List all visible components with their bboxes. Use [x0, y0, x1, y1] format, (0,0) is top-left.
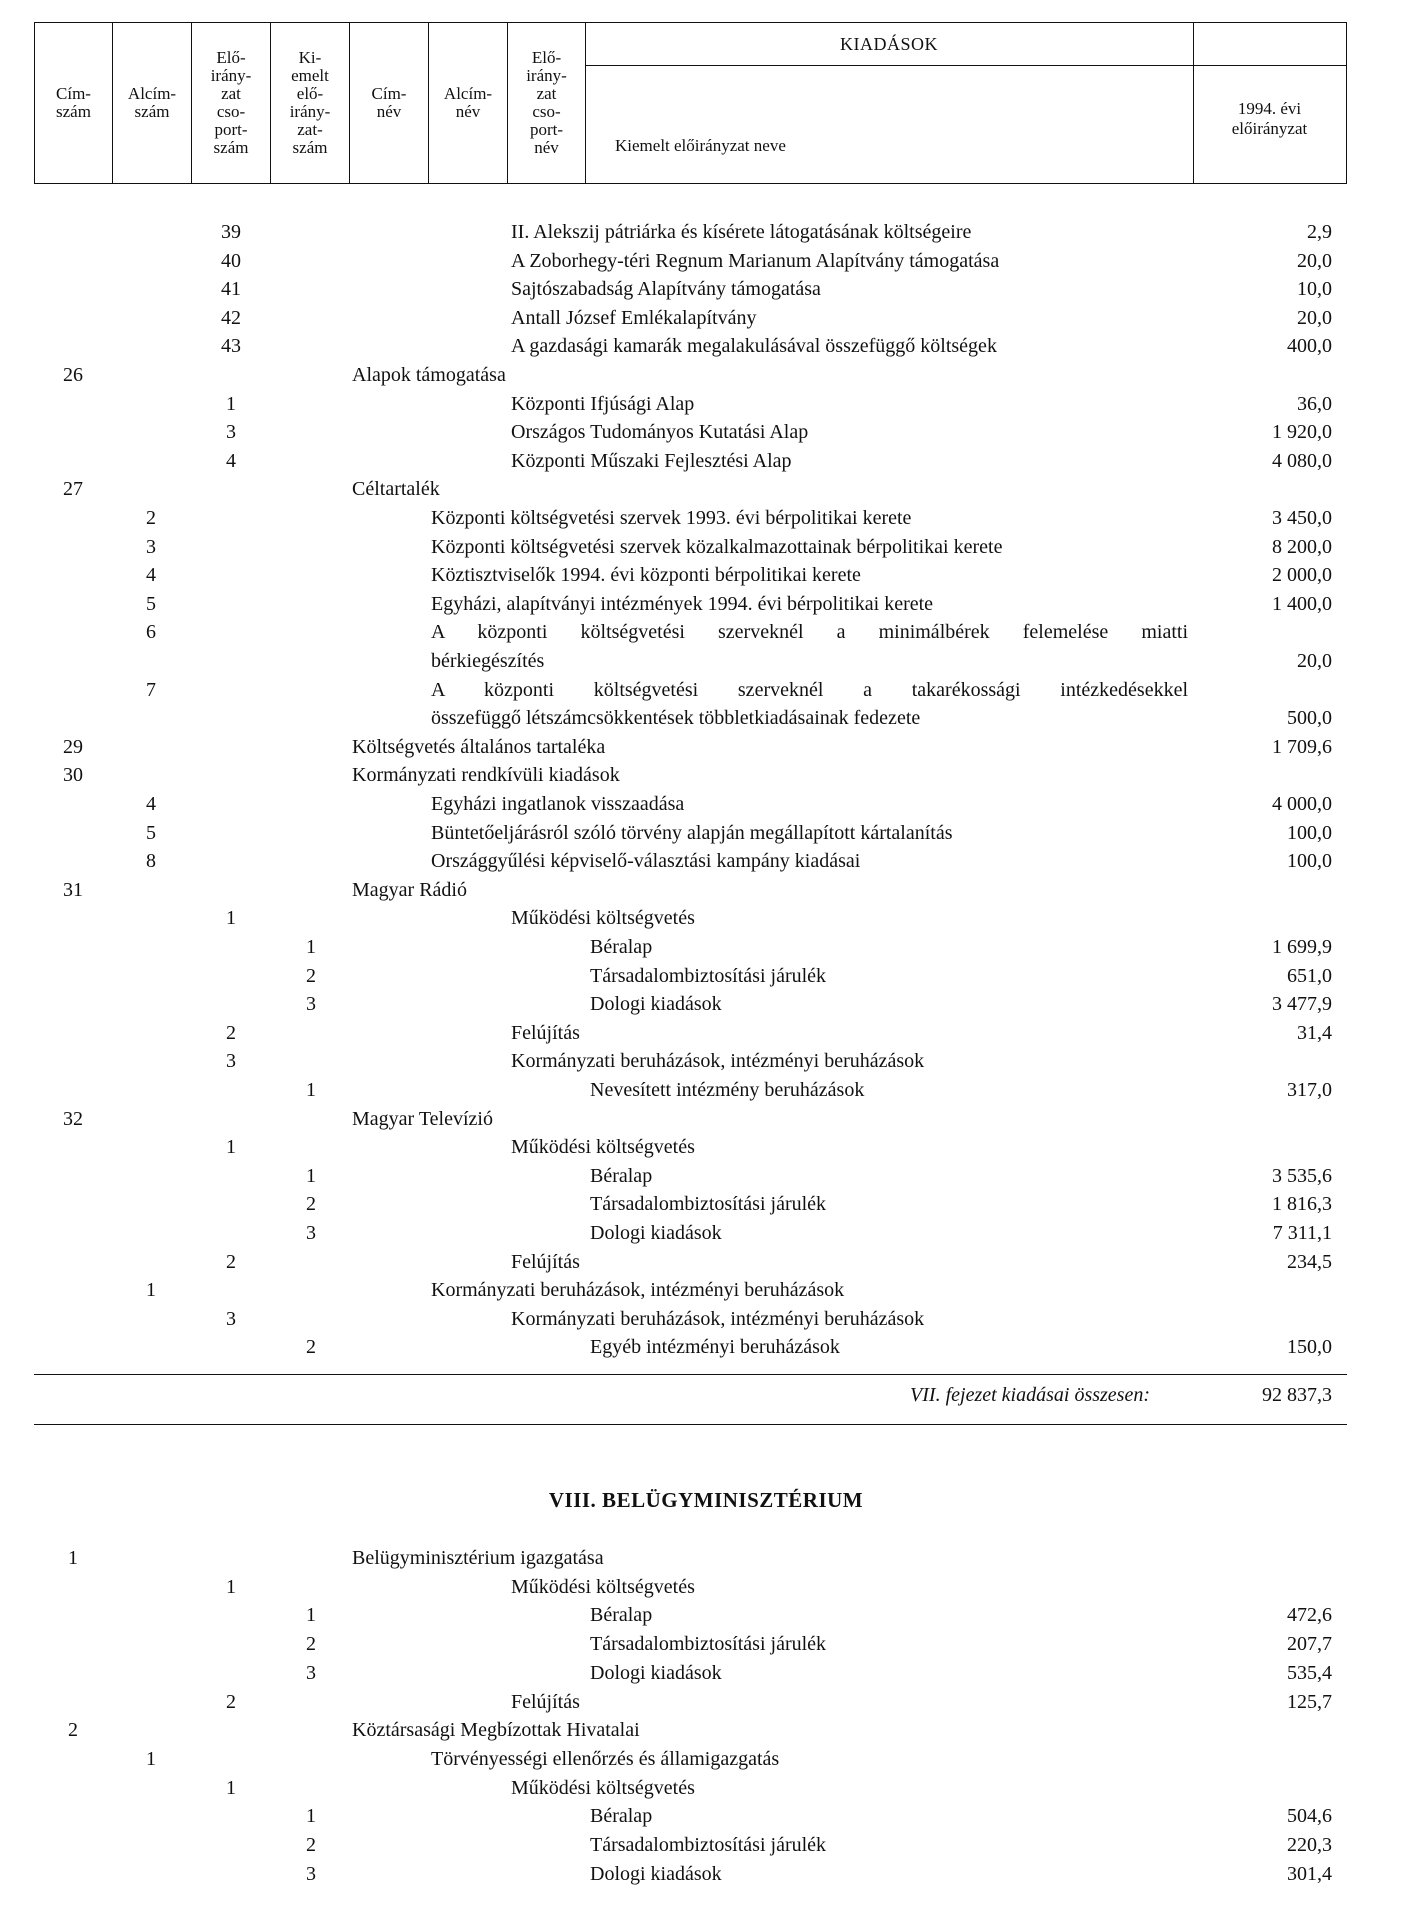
- table-row: [0, 1659, 1412, 1687]
- header-alcim-szam: Alcím- szám: [113, 23, 192, 183]
- table-row: [0, 1105, 1412, 1133]
- row-name: Egyházi, alapítványi intézmények 1994. évi bérpolitikai kerete: [431, 592, 934, 615]
- row-number: 2: [68, 1719, 78, 1742]
- table-row: [0, 275, 1412, 303]
- row-number: 1: [306, 1164, 316, 1187]
- row-name: Kormányzati beruházások, intézményi beruházások: [511, 1050, 925, 1073]
- row-name: Országos Tudományos Kutatási Alap: [511, 421, 809, 444]
- row-name: Költségvetés általános tartaléka: [352, 735, 606, 758]
- row-number: 2: [306, 1193, 316, 1216]
- table-row: [0, 304, 1412, 332]
- row-number: 3: [306, 1222, 316, 1244]
- header-eloiranyzat-csoport-nev: Elő- irány- zat cso- port- név: [508, 23, 586, 183]
- row-name: Egyházi ingatlanok visszaadása: [431, 793, 685, 815]
- row-amount: 7 311,1: [1272, 1222, 1332, 1244]
- row-amount: 3 477,9: [1272, 993, 1332, 1016]
- chapter-total-value: 92 837,3: [1262, 1384, 1332, 1406]
- row-amount: 400,0: [1287, 335, 1332, 358]
- row-amount: 125,7: [1287, 1690, 1332, 1713]
- row-number: 1: [226, 1136, 236, 1159]
- row-name: Antall József Emlékalapítvány: [511, 306, 757, 329]
- row-number: 29: [63, 735, 83, 758]
- row-name: Működési költségvetés: [511, 907, 695, 930]
- row-name: Dologi kiadások: [590, 993, 722, 1016]
- table-row: [0, 1630, 1412, 1658]
- row-amount: 100,0: [1287, 821, 1332, 844]
- row-amount: 1 920,0: [1272, 421, 1332, 444]
- row-amount: 8 200,0: [1272, 535, 1332, 558]
- row-number: 1: [226, 1575, 236, 1598]
- table-row: [0, 590, 1412, 618]
- header-cim-nev: Cím- név: [350, 23, 429, 183]
- header-alcim-nev: Alcím- név: [429, 23, 508, 183]
- table-row: [0, 876, 1412, 904]
- table-row: [0, 561, 1412, 589]
- row-number: 41: [221, 278, 241, 301]
- row-number: 3: [226, 1307, 236, 1330]
- table-row: [0, 1688, 1412, 1716]
- row-number: 2: [146, 507, 156, 529]
- table-row: [0, 1276, 1412, 1304]
- row-number: 4: [146, 564, 156, 587]
- row-name: Céltartalék: [352, 478, 440, 501]
- row-name: Magyar Televízió: [352, 1107, 493, 1130]
- row-number: 4: [226, 449, 236, 472]
- table-row: [0, 1047, 1412, 1075]
- row-amount: 4 000,0: [1272, 793, 1332, 815]
- row-name: Kormányzati rendkívüli kiadások: [352, 764, 620, 787]
- row-number: 1: [306, 1805, 316, 1828]
- row-amount: 1 400,0: [1272, 592, 1332, 615]
- row-amount: 234,5: [1287, 1250, 1332, 1273]
- table-row: [0, 1162, 1412, 1190]
- row-amount: 500,0: [1287, 707, 1332, 730]
- row-name: Társadalombiztosítási járulék: [590, 1193, 827, 1216]
- row-number: 2: [306, 964, 316, 987]
- row-number: 31: [63, 878, 83, 901]
- row-number: 30: [63, 764, 83, 787]
- row-number: 1: [306, 1079, 316, 1101]
- row-number: 1: [226, 392, 236, 415]
- table-row: [0, 1133, 1412, 1161]
- row-name: Magyar Rádió: [352, 878, 467, 901]
- table-row: [0, 733, 1412, 761]
- table-row-wrapped: [0, 676, 1412, 733]
- row-number: 1: [306, 1604, 316, 1627]
- row-amount: 535,4: [1287, 1661, 1332, 1684]
- row-name: Működési költségvetés: [511, 1776, 695, 1799]
- row-name: Dologi kiadások: [590, 1222, 722, 1244]
- row-amount: 472,6: [1287, 1604, 1332, 1627]
- section-title: VIII. BELÜGYMINISZTÉRIUM: [548, 1488, 864, 1512]
- row-number: 3: [146, 535, 156, 558]
- row-amount: 1 709,6: [1272, 735, 1332, 758]
- table-row: [0, 962, 1412, 990]
- row-number: 1: [68, 1547, 78, 1569]
- table-row: [0, 761, 1412, 789]
- row-number: 26: [63, 364, 83, 386]
- row-name: Kormányzati beruházások, intézményi beruházások: [511, 1307, 925, 1330]
- row-name: Nevesített intézmény beruházások: [590, 1079, 865, 1101]
- row-name: Béralap: [590, 1604, 653, 1627]
- row-number: 3: [226, 421, 236, 444]
- row-name: Belügyminisztérium igazgatása: [352, 1547, 604, 1569]
- row-number: 8: [146, 850, 156, 873]
- row-name: Büntetőeljárásról szóló törvény alapján megállapított kártalanítás: [431, 821, 953, 844]
- table-row: [0, 1544, 1412, 1572]
- row-name: II. Alekszij pátriárka és kísérete látogatásának költségeire: [511, 221, 972, 243]
- row-name: Központi költségvetési szervek közalkalmazottainak bérpolitikai kerete: [431, 535, 1003, 558]
- row-amount: 301,4: [1287, 1862, 1332, 1885]
- table-row: [0, 1076, 1412, 1104]
- row-number: 5: [146, 592, 156, 615]
- row-amount: 220,3: [1287, 1834, 1332, 1856]
- table-row: [0, 1333, 1412, 1361]
- table-row: [0, 1831, 1412, 1859]
- row-name: Egyéb intézményi beruházások: [590, 1336, 840, 1359]
- row-number: 39: [221, 221, 241, 243]
- table-row: [0, 1601, 1412, 1629]
- row-name: Sajtószabadság Alapítvány támogatása: [511, 278, 821, 301]
- row-number: 1: [146, 1279, 156, 1302]
- row-amount: 10,0: [1297, 278, 1332, 301]
- table-row: [0, 819, 1412, 847]
- row-number: 43: [221, 335, 241, 358]
- table-row: [0, 1019, 1412, 1047]
- row-name: Kormányzati beruházások, intézményi beruházások: [431, 1279, 845, 1302]
- table-row: [0, 418, 1412, 446]
- table-row: [0, 1248, 1412, 1276]
- row-number: 2: [306, 1834, 316, 1856]
- table-row: [0, 1745, 1412, 1773]
- table-header: [34, 22, 1347, 184]
- row-number: 1: [146, 1747, 156, 1770]
- header-eloiranyzat-csoport-szam: Elő- irány- zat cso- port- szám: [192, 23, 271, 183]
- table-row: [0, 933, 1412, 961]
- row-name: Béralap: [590, 936, 653, 958]
- table-row: [0, 847, 1412, 875]
- row-amount: 150,0: [1287, 1336, 1332, 1359]
- row-name: Felújítás: [511, 1250, 580, 1273]
- row-amount: 651,0: [1287, 964, 1332, 987]
- row-amount: 317,0: [1287, 1079, 1332, 1101]
- row-name: Köztisztviselők 1994. évi központi bérpolitikai kerete: [431, 564, 861, 587]
- row-name: Országgyűlési képviselő-választási kampány kiadásai: [431, 850, 861, 873]
- row-name: Társadalombiztosítási járulék: [590, 964, 827, 987]
- row-number: 40: [221, 249, 241, 272]
- row-name: Alapok támogatása: [352, 364, 506, 386]
- header-1994-eloiranyzat: 1994. évi előirányzat: [1231, 99, 1308, 138]
- row-number: 1: [306, 936, 316, 958]
- table-row: [0, 1219, 1412, 1247]
- row-number: 1: [226, 1776, 236, 1799]
- row-name: Társadalombiztosítási járulék: [590, 1834, 827, 1856]
- row-number: 32: [63, 1107, 83, 1130]
- table-row: [0, 504, 1412, 532]
- row-number: 2: [306, 1336, 316, 1359]
- row-amount: 504,6: [1287, 1805, 1332, 1828]
- row-amount: 31,4: [1297, 1021, 1332, 1044]
- row-name: Működési költségvetés: [511, 1136, 695, 1159]
- row-amount: 1 816,3: [1272, 1193, 1332, 1216]
- total-rule-top: [34, 1374, 1347, 1375]
- row-name: A Zoborhegy-téri Regnum Marianum Alapítvány támogatása: [511, 249, 1000, 272]
- row-name: Dologi kiadások: [590, 1661, 722, 1684]
- row-number: 7: [146, 678, 156, 701]
- row-number: 3: [226, 1050, 236, 1073]
- row-amount: 20,0: [1297, 649, 1332, 672]
- row-number: 27: [63, 478, 83, 501]
- row-amount: 2,9: [1307, 221, 1332, 243]
- row-amount: 3 450,0: [1272, 507, 1332, 529]
- row-name: Működési költségvetés: [511, 1575, 695, 1598]
- table-row: [0, 904, 1412, 932]
- row-name: Béralap: [590, 1164, 653, 1187]
- row-number: 3: [306, 1661, 316, 1684]
- row-number: 42: [221, 306, 241, 329]
- row-name: Felújítás: [511, 1021, 580, 1044]
- row-name: Felújítás: [511, 1690, 580, 1713]
- row-amount: 100,0: [1287, 850, 1332, 873]
- row-number: 3: [306, 993, 316, 1016]
- table-row: [0, 447, 1412, 475]
- table-row: [0, 533, 1412, 561]
- row-number: 4: [146, 793, 156, 815]
- header-kiemelt-eloiranyzat-neve: Kiemelt előirányzat neve: [615, 136, 786, 155]
- row-number: 3: [306, 1862, 316, 1885]
- total-rule-bottom: [34, 1424, 1347, 1425]
- row-amount: 2 000,0: [1272, 564, 1332, 587]
- row-name: Dologi kiadások: [590, 1862, 722, 1885]
- table-row: [0, 1774, 1412, 1802]
- chapter-total-label: VII. fejezet kiadásai összesen:: [910, 1384, 1150, 1406]
- table-row: [0, 790, 1412, 818]
- table-row: [0, 1716, 1412, 1744]
- header-kiemelt-eloiranyzat-szam: Ki- emelt elő- irány- zat- szám: [271, 23, 350, 183]
- table-row: [0, 1305, 1412, 1333]
- table-row: [0, 218, 1412, 246]
- row-amount: 20,0: [1297, 306, 1332, 329]
- row-name: Törvényességi ellenőrzés és államigazgatás: [431, 1747, 780, 1770]
- row-number: 2: [226, 1690, 236, 1713]
- row-name: Központi Ifjúsági Alap: [511, 392, 695, 415]
- row-number: 2: [226, 1021, 236, 1044]
- table-row: [0, 990, 1412, 1018]
- table-row: [0, 390, 1412, 418]
- header-kiadasok: KIADÁSOK: [585, 23, 1346, 66]
- row-number: 2: [306, 1633, 316, 1656]
- row-name: Központi költségvetési szervek 1993. évi bérpolitikai kerete: [431, 507, 912, 529]
- row-name-line2: bérkiegészítés: [431, 649, 545, 672]
- row-amount: 207,7: [1287, 1633, 1332, 1656]
- row-number: 1: [226, 907, 236, 930]
- table-row: [0, 1573, 1412, 1601]
- row-name-line2: összefüggő létszámcsökkentések többletkiadásainak fedezete: [431, 707, 921, 730]
- row-number: 5: [146, 821, 156, 844]
- row-name: A gazdasági kamarák megalakulásával összefüggő költségek: [511, 335, 997, 358]
- row-name: Köztársasági Megbízottak Hivatalai: [352, 1719, 640, 1742]
- row-amount: 4 080,0: [1272, 449, 1332, 472]
- row-name-line1: A központi költségvetési szerveknél a takarékossági intézkedésekkel: [431, 678, 1188, 701]
- table-row: [0, 332, 1412, 360]
- row-amount: 20,0: [1297, 249, 1332, 272]
- row-number: 6: [146, 621, 156, 644]
- table-row-wrapped: [0, 618, 1412, 675]
- table-row: [0, 475, 1412, 503]
- row-name: Társadalombiztosítási járulék: [590, 1633, 827, 1656]
- table-row: [0, 1860, 1412, 1888]
- row-amount: 3 535,6: [1272, 1164, 1332, 1187]
- table-row: [0, 1802, 1412, 1830]
- table-row: [0, 247, 1412, 275]
- row-name: Központi Műszaki Fejlesztési Alap: [511, 449, 792, 472]
- row-amount: 1 699,9: [1272, 936, 1332, 958]
- table-row: [0, 361, 1412, 389]
- row-name: Béralap: [590, 1805, 653, 1828]
- row-name-line1: A központi költségvetési szerveknél a minimálbérek felemelése miatti: [431, 621, 1188, 644]
- header-cim-szam: Cím- szám: [35, 23, 113, 183]
- row-number: 2: [226, 1250, 236, 1273]
- row-amount: 36,0: [1297, 392, 1332, 415]
- table-row: [0, 1190, 1412, 1218]
